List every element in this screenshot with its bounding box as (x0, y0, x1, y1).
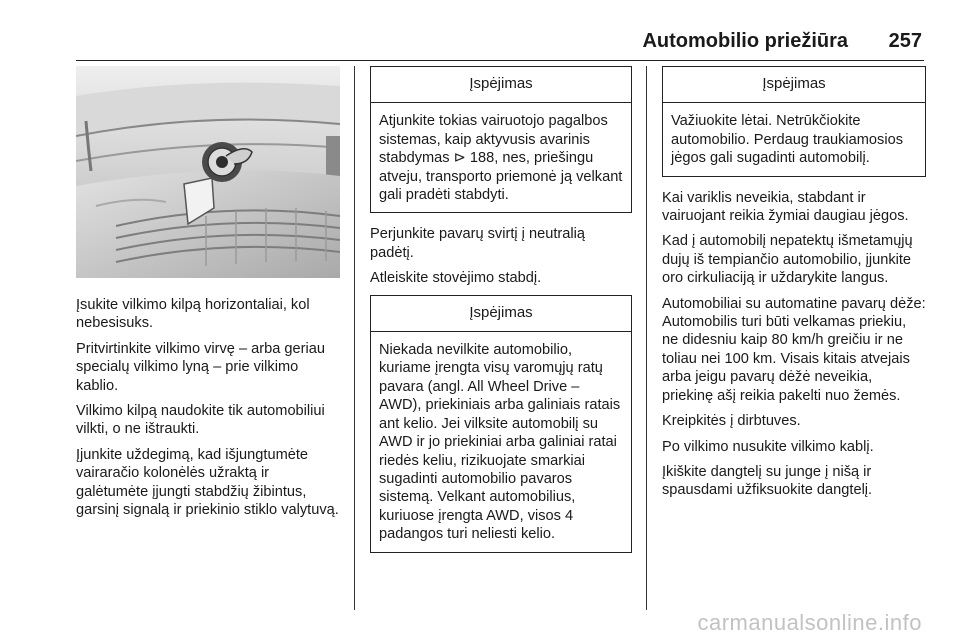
warning-title: Įspėjimas (371, 67, 631, 103)
page-number: 257 (888, 30, 922, 52)
warning-text: Važiuokite lėtai. Netrūkčiokite automobilio. Perdaug traukiamosios jėgos gali sugadinti automobilį. (671, 113, 904, 167)
paragraph: Po vilkimo nusukite vilkimo kablį. (662, 438, 874, 455)
paragraph: Vilkimo kilpą naudokite tik automobiliui vilkti, o ne ištraukti. (76, 403, 325, 438)
column-divider (354, 66, 355, 610)
paragraph: Įkiškite dangtelį su junge į nišą ir spausdami užfiksuokite dangtelį. (662, 463, 873, 499)
towing-eye-illustration (76, 66, 340, 278)
paragraph: Įjunkite uždegimą, kad išjungtumėte vairaračio kolonėlės užraktą ir galėtumėte įjungti stabdžių žibintus, garsinį signalą ir priekinio stiklo valytuvą. (76, 446, 339, 519)
warning-box (370, 66, 632, 213)
paragraph: Atleiskite stovėjimo stabdį. (370, 270, 542, 287)
paragraph: Įsukite vilkimo kilpą horizontaliai, kol nebesisuks. (76, 297, 310, 332)
section-title: Automobilio priežiūra (642, 30, 848, 52)
paragraph: Kad į automobilį nepatektų išmetamųjų dujų iš tempiančio automobilio, įjunkite oro cirkuliaciją ir uždarykite langus. (662, 233, 913, 287)
warning-box (662, 66, 926, 177)
warning-box (370, 295, 632, 553)
page-header (0, 28, 960, 58)
header-rule (76, 60, 924, 61)
warning-title: Įspėjimas (663, 67, 925, 103)
warning-title: Įspėjimas (371, 296, 631, 332)
car-front-grille-image (76, 66, 340, 278)
paragraph: Kai variklis neveikia, stabdant ir vairuojant reikia žymiai daugiau jėgos. (662, 189, 909, 225)
paragraph: Automobiliai su automatine pavarų dėže: Automobilis turi būti velkamas priekiu, ne didesniu kaip 80 km/h greičiu ir ne toliau nei 100 km. Visais kitais atvejais arba jeigu pavarų dėžė neveikia, priekinę ašį reikia pakelti nuo žemės. (662, 295, 926, 404)
watermark-url: carmanualsonline.info (697, 610, 922, 635)
warning-text: Niekada nevilkite automobilio, kuriame įrengta visų varomųjų ratų pavara (angl. All Wheel Drive – AWD), priekiniais arba galiniais ratais ant kelio. Jei vilksite automobilį su AWD ir jo priekiniai arba galiniai ratai riedės keliu, rizikuojate smarkiai sugadinti automobilio pavaros sistemą. Velkant automobilius, kuriuose įrengta AWD, visos 4 padangos turi neliesti kelio. (379, 342, 621, 543)
column-2 (370, 66, 632, 565)
paragraph: Kreipkitės į dirbtuves. (662, 413, 801, 430)
warning-text: Atjunkite tokias vairuotojo pagalbos sistemas, kaip aktyvusis avarinis stabdymas ⊳ 188, nes, priešingu atveju, transporto priemonė ją velkant gali pradėti stabdyti. (379, 113, 623, 204)
column-3 (662, 66, 926, 507)
paragraph: Pritvirtinkite vilkimo virvę – arba geriau specialų vilkimo lyną – prie vilkimo kablio. (76, 340, 325, 394)
paragraph: Perjunkite pavarų svirtį į neutralią padėtį. (370, 226, 585, 261)
column-1 (76, 66, 340, 526)
column-divider (646, 66, 647, 610)
